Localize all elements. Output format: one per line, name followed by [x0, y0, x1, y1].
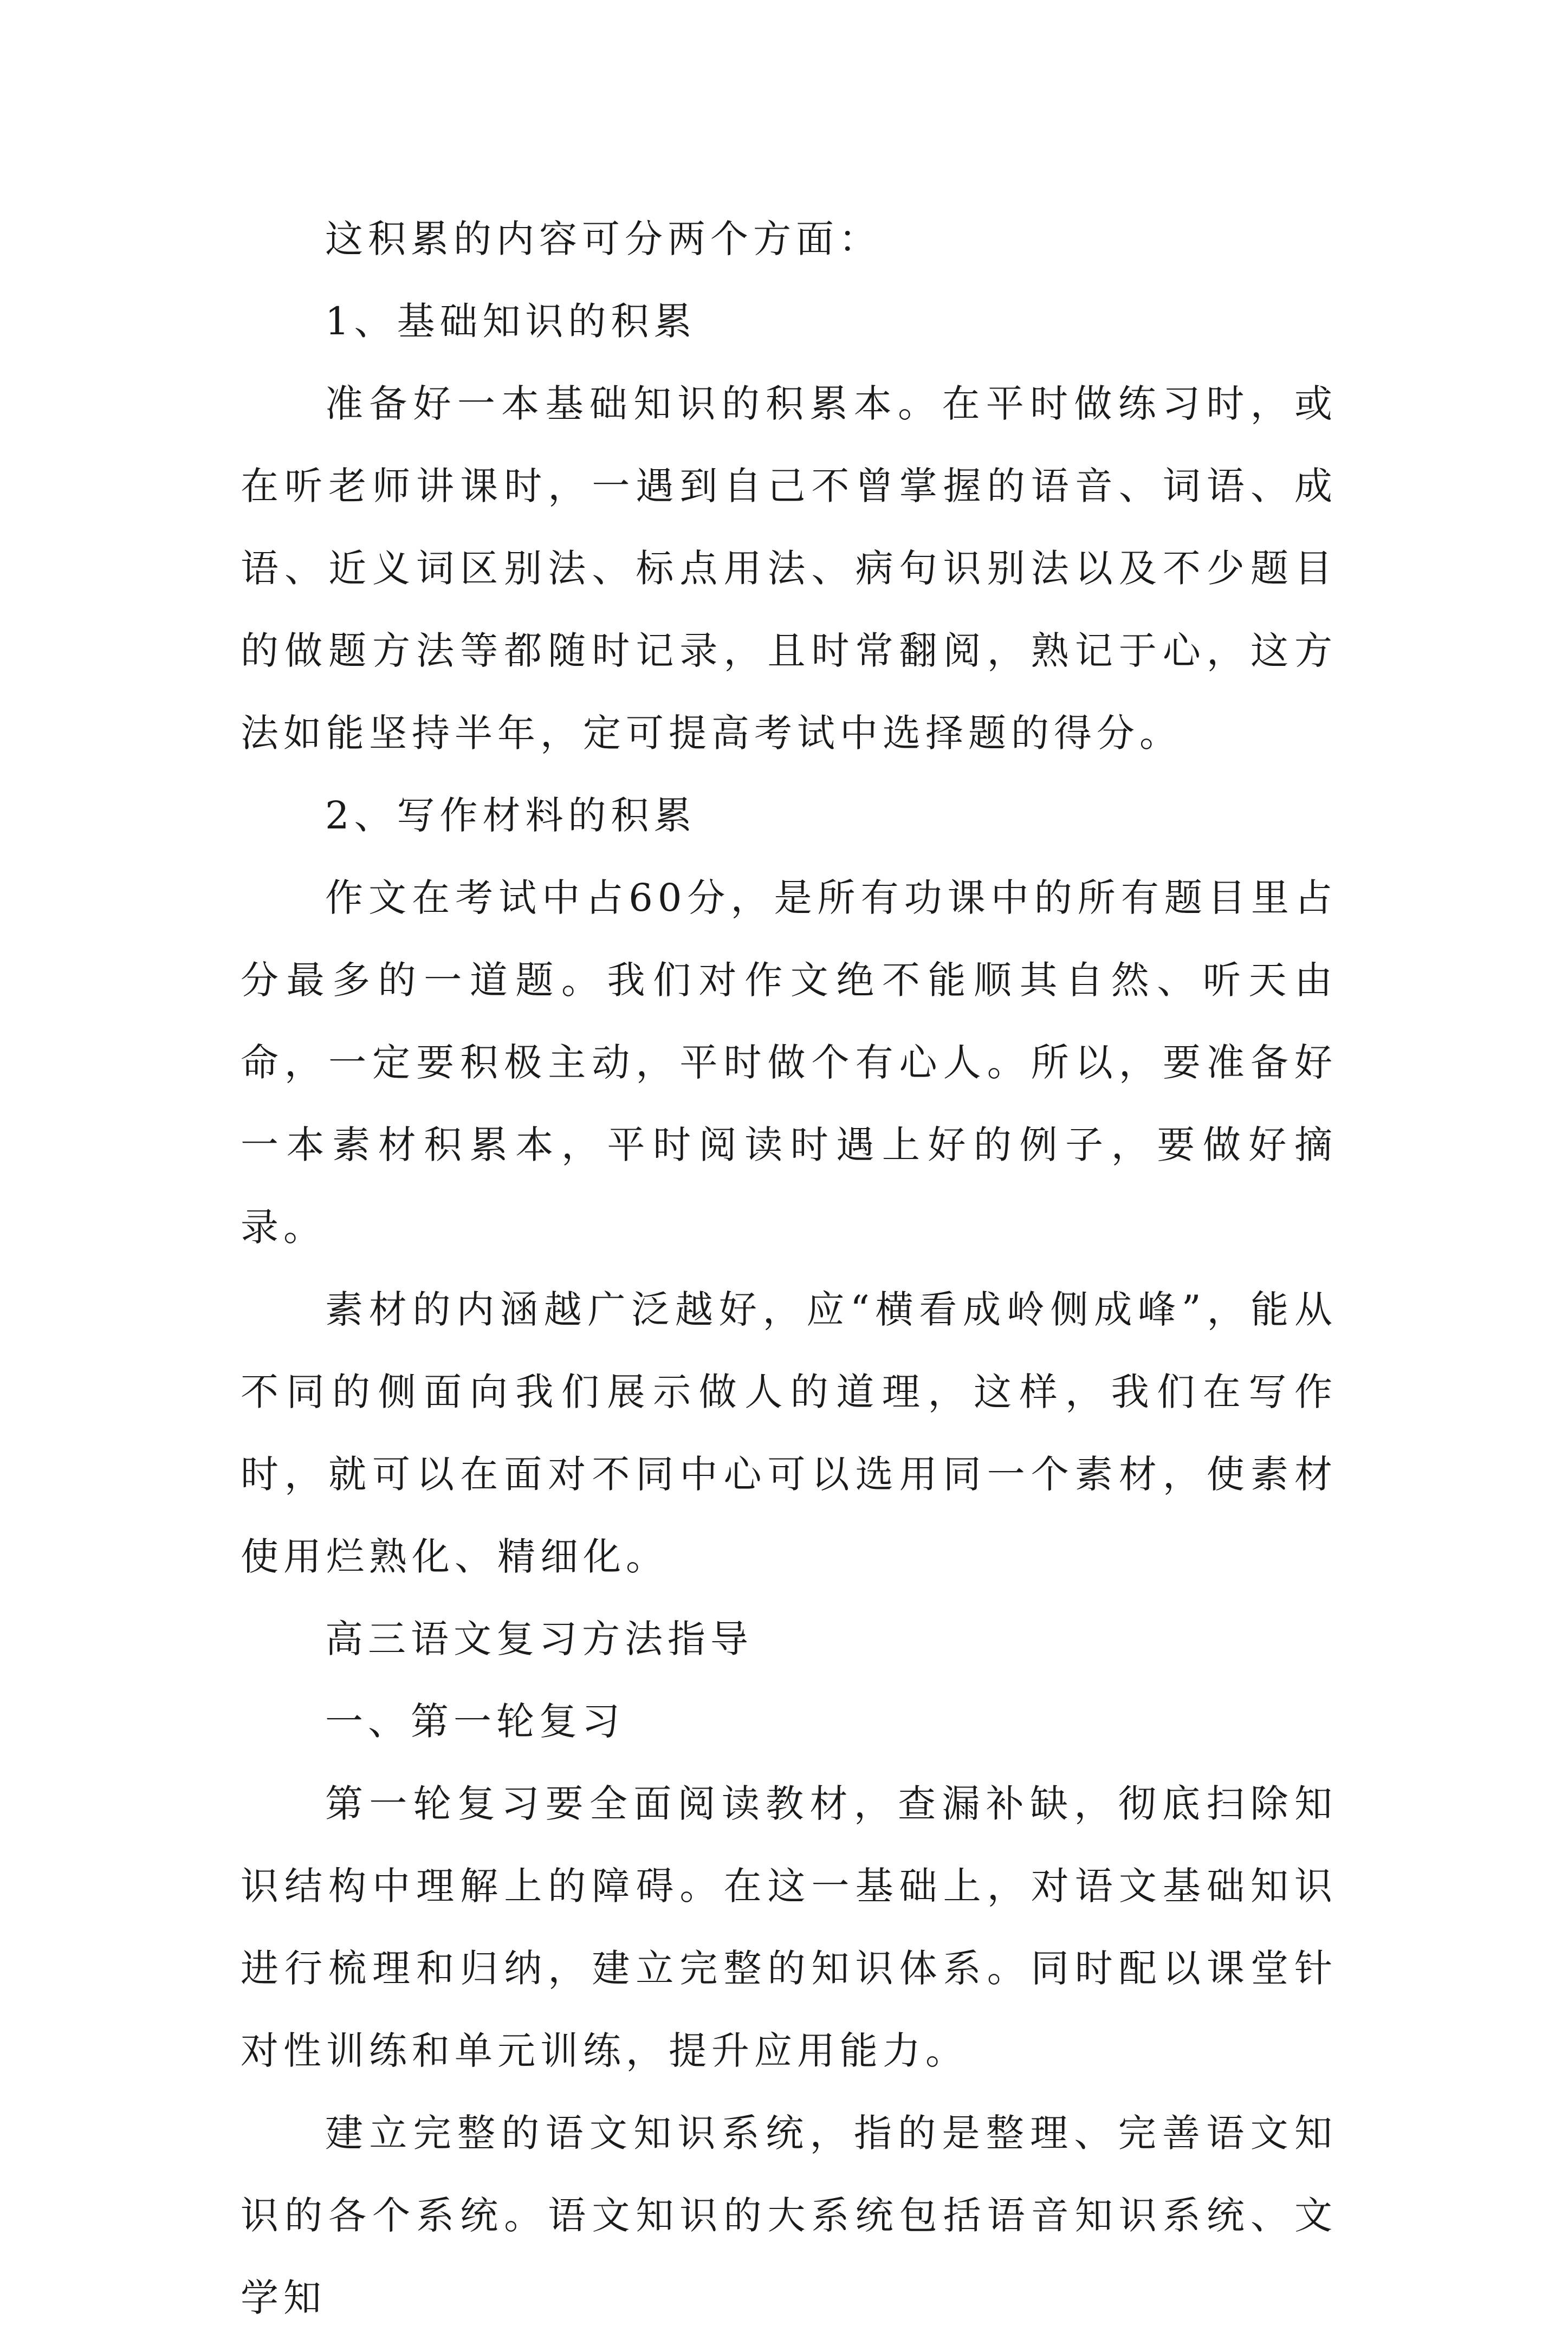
section-heading-writing-material: 2、写作材料的积累 [325, 793, 697, 838]
intro-paragraph: 这积累的内容可分两个方面： [325, 217, 882, 261]
body-paragraph: 素材的内涵越广泛越好，应“横看成岭侧成峰”，能从不同的侧面向我们展示做人的道理，这样，我们在写作时，就可以在面对不同中心可以选用同一个素材，使素材使用烂熟化、精细化。 [241, 1287, 1337, 1579]
body-paragraph: 第一轮复习要全面阅读教材，查漏补缺，彻底扫除知识结构中理解上的障碍。在这一基础上，对语文基础知识进行梳理和归纳，建立完整的知识体系。同时配以课堂针对性训练和单元训练，提升应用能力。 [241, 1781, 1337, 2073]
body-paragraph: 准备好一本基础知识的积累本。在平时做练习时，或在听老师讲课时，一遇到自己不曾掌握的语音、词语、成语、近义词区别法、标点用法、病句识别法以及不少题目的做题方法等都随时记录，且时常翻阅，熟记于心，这方法如能坚持半年，定可提高考试中选择题的得分。 [241, 381, 1337, 755]
section-heading-first-round: 一、第一轮复习 [325, 1699, 625, 1744]
body-paragraph: 作文在考试中占60分，是所有功课中的所有题目里占分最多的一道题。我们对作文绝不能顺其自然、听天由命，一定要积极主动，平时做个有心人。所以，要准备好一本素材积累本，平时阅读时遇上好的例子，要做好摘录。 [241, 876, 1337, 1249]
section-title-review-guide: 高三语文复习方法指导 [325, 1617, 753, 1661]
body-paragraph: 建立完整的语文知识系统，指的是整理、完善语文知识的各个系统。语文知识的大系统包括语音知识系统、文学知 [241, 2111, 1337, 2320]
section-heading-basic-knowledge: 1、基础知识的积累 [325, 299, 697, 344]
document-body [241, 198, 1337, 2339]
